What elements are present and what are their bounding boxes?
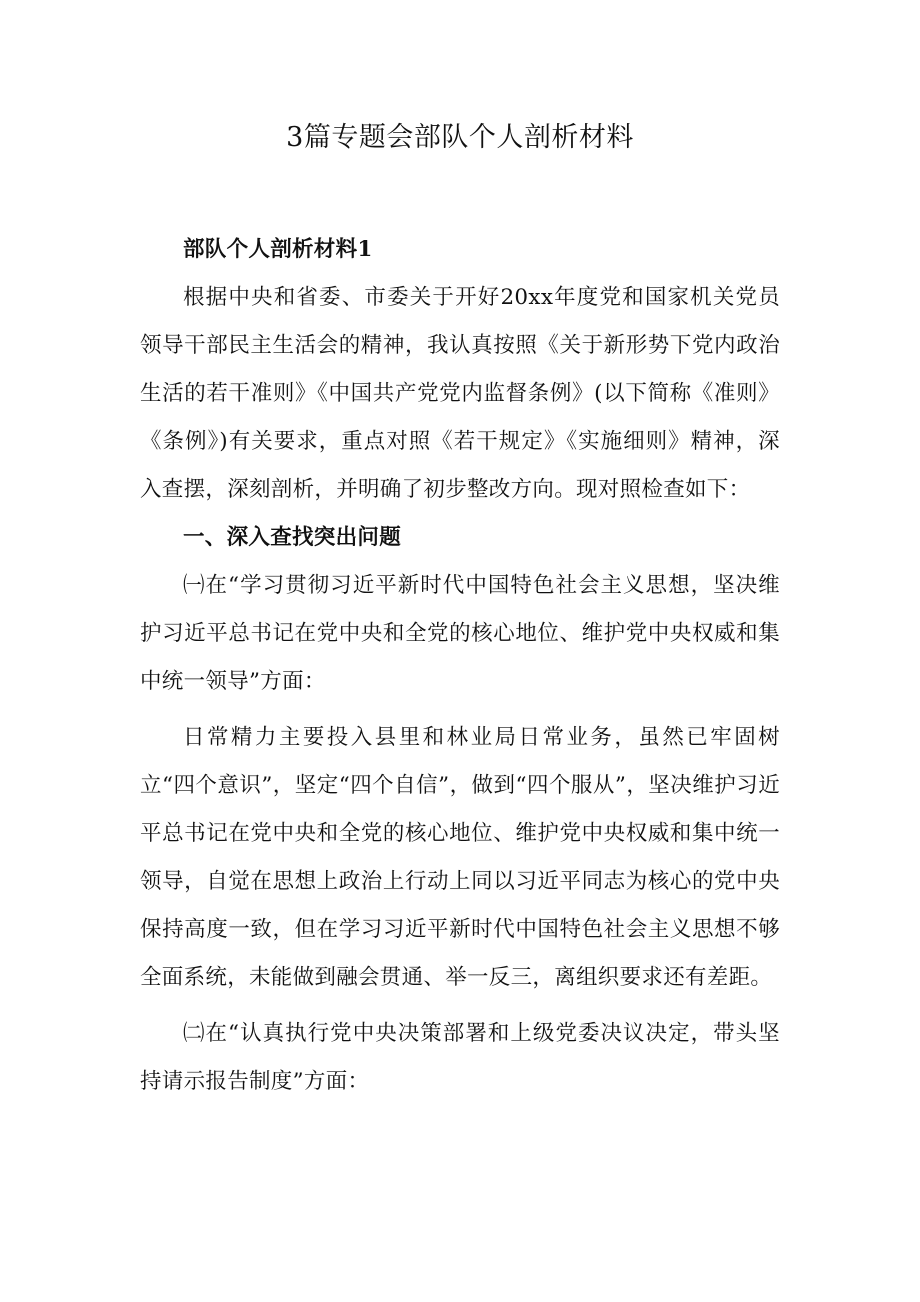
item-2-paragraph: ㈡在“认真执行党中央决策部署和上级党委决议决定，带头坚持请示报告制度”方面： — [140, 1021, 780, 1094]
item-1-body-paragraph: 日常精力主要投入县里和林业局日常业务，虽然已牢固树立“四个意识”，坚定“四个自信”，做到“四个服从”，坚决维护习近平总书记在党中央和全党的核心地位、维护党中央权威和集中统一领导，自觉在思想上政治上行动上同以习近平同志为核心的党中央保持高度一致，但在学习习近平新时代中国特色社会主义思想不够全面系统，未能做到融会贯通、举一反三，离组织要求还有差距。 — [140, 725, 780, 990]
item-1-paragraph: ㈠在“学习贯彻习近平新时代中国特色社会主义思想，坚决维护习近平总书记在党中央和全党的核心地位、维护党中央权威和集中统一领导”方面： — [140, 573, 780, 694]
document-title: 3篇专题会部队个人剖析材料 — [286, 122, 634, 153]
document-body — [140, 226, 780, 1106]
intro-paragraph: 根据中央和省委、市委关于开好20xx年度党和国家机关党员领导干部民主生活会的精神，我认真按照《关于新形势下党内政治生活的若干准则》《中国共产党党内监督条例》(以下简称《准则》《条例》)有关要求，重点对照《若干规定》《实施细则》精神，深入查摆，深刻剖析，并明确了初步整改方向。现对照检查如下： — [140, 285, 780, 502]
section-heading-1: 一、深入查找突出问题 — [183, 525, 402, 550]
subtitle: 部队个人剖析材料1 — [183, 237, 373, 262]
